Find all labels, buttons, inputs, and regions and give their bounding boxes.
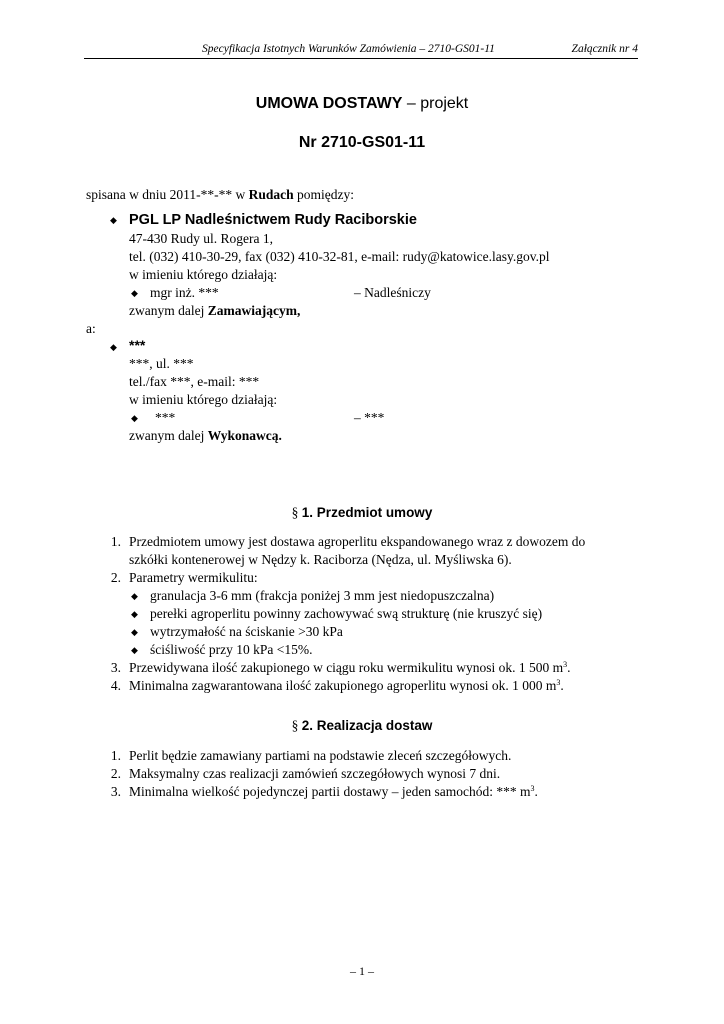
s1-param-4: ściśliwość przy 10 kPa <15%. <box>150 642 313 657</box>
section1-title: 1. Przedmiot umowy <box>301 505 433 520</box>
diamond-bullet-icon: ◆ <box>131 413 138 423</box>
title-suffix: – projekt <box>402 95 469 112</box>
header-attachment: Załącznik nr 4 <box>571 43 638 55</box>
diamond-bullet-icon: ◆ <box>131 627 138 637</box>
intro-line <box>86 186 354 204</box>
s1-item4-text: Minimalna zagwarantowana ilość zakupionego agroperlitu wynosi ok. 1 000 m <box>129 678 557 693</box>
party1-acting: w imieniu którego działają: <box>129 267 278 282</box>
party2-address: ***, ul. *** <box>129 356 194 371</box>
s1-param-3: wytrzymałość na ściskanie >30 kPa <box>150 624 343 639</box>
s1-item2-num: 2. <box>110 570 121 585</box>
s1-item3-period: . <box>567 660 571 675</box>
section2-title: 2. Realizacja dostaw <box>301 718 433 733</box>
s1-item2-text: Parametry wermikulitu: <box>129 570 258 585</box>
party2-called <box>129 427 282 445</box>
s2-item3-num: 3. <box>110 784 121 799</box>
section1-sign: § <box>291 505 302 520</box>
intro-post: pomiędzy: <box>293 187 354 202</box>
diamond-bullet-icon: ◆ <box>110 215 117 225</box>
party2-name: *** <box>129 337 146 353</box>
party1-name: PGL LP Nadleśnictwem Rudy Raciborskie <box>129 212 417 228</box>
section2-heading <box>0 718 724 734</box>
party2-rep-role: – *** <box>354 410 385 425</box>
s1-item4-num: 4. <box>110 678 121 693</box>
s2-item3-text: Minimalna wielkość pojedynczej partii dostawy – jeden samochód: *** m <box>129 784 531 799</box>
header-rule <box>84 58 638 59</box>
diamond-bullet-icon: ◆ <box>131 288 138 298</box>
s2-item2-text: Maksymalny czas realizacji zamówień szczegółowych wynosi 7 dni. <box>129 766 501 781</box>
s1-item3-num: 3. <box>110 660 121 675</box>
diamond-bullet-icon: ◆ <box>131 591 138 601</box>
diamond-bullet-icon: ◆ <box>110 342 117 352</box>
intro-place: Rudach <box>248 187 294 202</box>
party1-contact: tel. (032) 410-30-29, fax (032) 410-32-81, e-mail: rudy@katowice.lasy.gov.pl <box>129 249 550 264</box>
section2-sign: § <box>291 718 302 733</box>
s1-item1-num: 1. <box>110 534 121 549</box>
s1-item4-period: . <box>560 678 564 693</box>
s2-item3 <box>129 783 538 801</box>
s2-item3-sup: 3 <box>530 784 535 793</box>
party1-called <box>129 302 300 320</box>
intro-pre: spisana w dniu 2011-**-** w <box>86 187 249 202</box>
party1-rep-role: – Nadleśniczy <box>354 285 431 300</box>
s2-item1-num: 1. <box>110 748 121 763</box>
document-title <box>0 95 724 113</box>
s2-item1-text: Perlit będzie zamawiany partiami na podstawie zleceń szczegółowych. <box>129 748 512 763</box>
party2-acting: w imieniu którego działają: <box>129 392 278 407</box>
party1-address: 47-430 Rudy ul. Rogera 1, <box>129 231 273 246</box>
s1-item3 <box>129 659 571 677</box>
s1-item3-sup: 3 <box>563 660 568 669</box>
party2-rep-name: *** <box>155 410 176 425</box>
party1-rep-name: mgr inż. *** <box>150 285 219 300</box>
header-spec: Specyfikacja Istotnych Warunków Zamówienia – 2710-GS01-11 <box>202 43 495 55</box>
party2-called-pre: zwanym dalej <box>129 428 208 443</box>
s1-param-2: perełki agroperlitu powinny zachowywać swą strukturę (nie kruszyć się) <box>150 606 543 621</box>
s1-param-1: granulacja 3-6 mm (frakcja poniżej 3 mm jest niedopuszczalna) <box>150 588 495 603</box>
contract-number: Nr 2710-GS01-11 <box>298 134 426 151</box>
and-label: a: <box>86 321 96 336</box>
s1-item1-line2: szkółki kontenerowej w Nędzy k. Raciborza (Nędza, ul. Myśliwska 6). <box>129 552 512 567</box>
s1-item4-sup: 3 <box>556 678 561 687</box>
party2-contact: tel./fax ***, e-mail: *** <box>129 374 260 389</box>
page-number: – 1 – <box>350 964 374 978</box>
party2-called-name: Wykonawcą. <box>207 428 282 443</box>
party1-called-pre: zwanym dalej <box>129 303 208 318</box>
party1-called-name: Zamawiającym, <box>207 303 301 318</box>
s1-item1-line1: Przedmiotem umowy jest dostawa agroperlitu ekspandowanego wraz z dowozem do <box>129 534 586 549</box>
section1-heading <box>0 505 724 521</box>
diamond-bullet-icon: ◆ <box>131 609 138 619</box>
title-main: UMOWA DOSTAWY <box>255 95 403 112</box>
diamond-bullet-icon: ◆ <box>131 645 138 655</box>
s1-item4 <box>129 677 564 695</box>
s1-item3-text: Przewidywana ilość zakupionego w ciągu roku wermikulitu wynosi ok. 1 500 m <box>129 660 564 675</box>
s2-item2-num: 2. <box>110 766 121 781</box>
s2-item3-period: . <box>534 784 538 799</box>
running-header <box>84 41 638 57</box>
